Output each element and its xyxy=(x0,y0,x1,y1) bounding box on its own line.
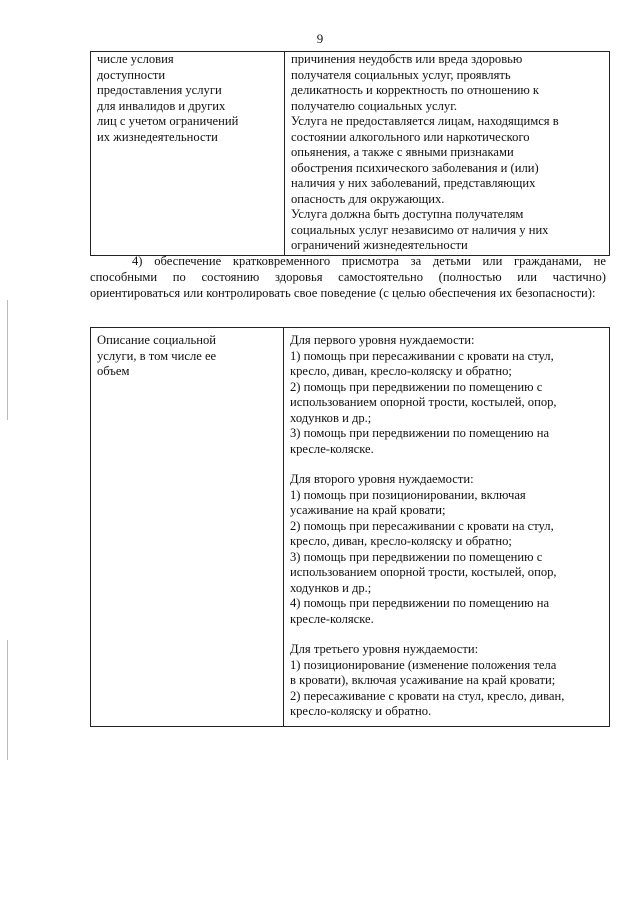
table2-right-cell xyxy=(284,328,610,727)
table-line: ограничений жизнедеятельности xyxy=(291,238,468,252)
table1-right-cell xyxy=(285,52,610,256)
page-number: 9 xyxy=(316,31,324,46)
service-conditions-table xyxy=(90,51,610,256)
table-line: использованием опорной трости, костылей, опор, xyxy=(290,395,557,409)
table-line: ходунков и др.; xyxy=(290,580,372,595)
table-line: 2) пересаживание с кровати на стул, кресло, диван, xyxy=(290,688,565,703)
table-line: Описание социальной xyxy=(97,333,216,347)
table-line: доступности xyxy=(97,67,166,82)
table-line: социальных услуг независимо от наличия у них xyxy=(291,222,549,237)
table-line: кресло-коляску и обратно. xyxy=(290,704,432,718)
table-line: использованием опорной трости, костылей, опор, xyxy=(290,565,557,579)
table-line: услуги, в том числе ее xyxy=(97,348,217,363)
table-line: состоянии алкогольного или наркотического xyxy=(291,129,530,144)
section-paragraph: 4) обеспечение кратковременного присмотра за детьми или гражданами, не способными по состоянию здоровья самостоятельно (полностью или частично) ориентироваться или контролировать свое поведение (с целью обеспечения их безопасности): xyxy=(90,254,606,300)
service-description-table xyxy=(90,327,610,727)
table-line: опьянения, а также с явными признаками xyxy=(291,145,514,159)
table-line: кресло, диван, кресло-коляску и обратно; xyxy=(290,534,512,548)
table-line: 2) помощь при пересаживании с кровати на стул, xyxy=(290,518,554,533)
level3-heading: Для третьего уровня нуждаемости: xyxy=(290,642,479,656)
table-line: в кровати), включая усаживание на край кровати; xyxy=(290,673,556,687)
table-line: лиц с учетом ограничений xyxy=(97,114,239,128)
level2-heading: Для второго уровня нуждаемости: xyxy=(290,472,474,486)
table-line: ходунков и др.; xyxy=(290,410,372,425)
table-line: 3) помощь при передвижении по помещению на xyxy=(290,426,550,440)
table-line: 1) помощь при позиционировании, включая xyxy=(290,487,526,502)
table1-left-cell xyxy=(91,52,285,256)
level1-heading: Для первого уровня нуждаемости: xyxy=(290,333,475,347)
table-line: получателя социальных услуг, проявлять xyxy=(291,67,511,82)
table-row xyxy=(91,52,610,256)
table-line: их жизнедеятельности xyxy=(97,129,218,144)
table-line: 4) помощь при передвижении по помещению на xyxy=(290,596,550,610)
table-line: 3) помощь при передвижении по помещению с xyxy=(290,549,543,564)
spacer xyxy=(290,457,605,472)
table-line: числе условия xyxy=(97,52,174,66)
table-line: объем xyxy=(97,364,130,378)
table-line: 2) помощь при передвижении по помещению с xyxy=(290,379,543,394)
table-row xyxy=(91,328,610,727)
table-line: кресле-коляске. xyxy=(290,611,374,626)
table-line: 1) позиционирование (изменение положения тела xyxy=(290,657,557,672)
spacer xyxy=(290,627,605,642)
table-line: опасность для окружающих. xyxy=(291,191,445,206)
table-line: для инвалидов и других xyxy=(97,98,226,113)
table-line: предоставления услуги xyxy=(97,83,222,97)
scan-edge-mark xyxy=(7,300,8,420)
table-line: причинения неудобств или вреда здоровью xyxy=(291,52,523,66)
table-line: кресле-коляске. xyxy=(290,441,374,456)
table-line: 1) помощь при пересаживании с кровати на стул, xyxy=(290,348,554,363)
table-line: деликатность и корректность по отношению к xyxy=(291,83,539,97)
table-line: обострения психического заболевания и (или) xyxy=(291,160,539,175)
table-line: Услуга должна быть доступна получателям xyxy=(291,207,524,221)
table-line: усаживание на край кровати; xyxy=(290,503,446,517)
table-line: получателю социальных услуг. xyxy=(291,98,458,113)
table2-left-cell xyxy=(91,328,284,727)
table-line: Услуга не предоставляется лицам, находящимся в xyxy=(291,114,559,128)
table-line: наличия у них заболеваний, представляющих xyxy=(291,176,536,190)
scan-edge-mark xyxy=(7,640,8,760)
table-line: кресло, диван, кресло-коляску и обратно; xyxy=(290,364,512,378)
